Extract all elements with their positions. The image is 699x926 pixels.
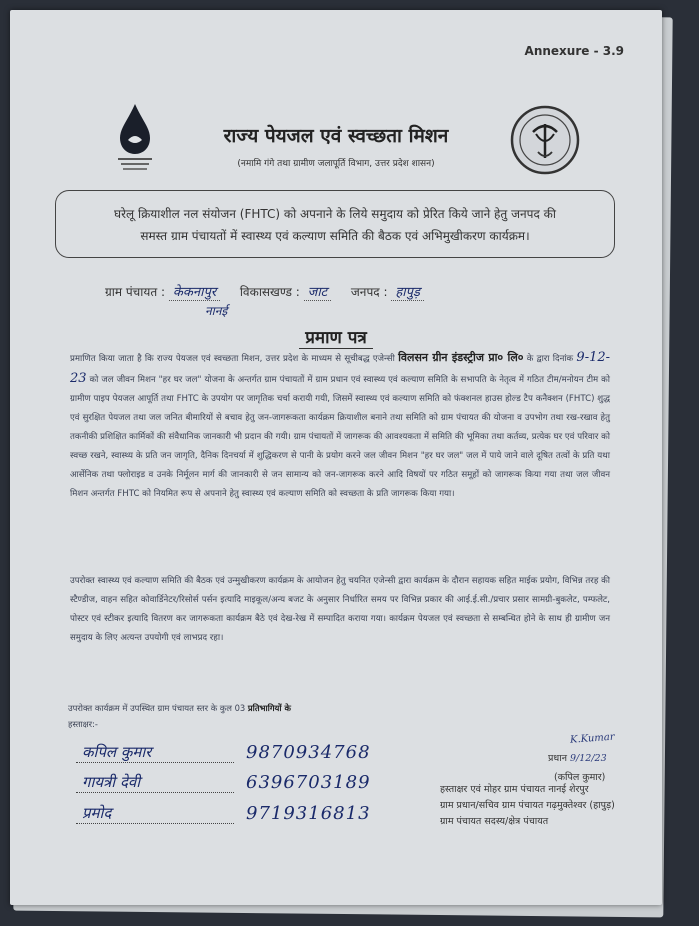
annexure-label: Annexure - 3.9	[524, 44, 624, 58]
mission-title: राज्य पेयजल एवं स्वच्छता मिशन	[223, 125, 449, 147]
janpad-value: हापुड़	[391, 285, 424, 301]
participant-name: प्रमोद	[76, 803, 234, 824]
member-line: ग्राम पंचायत सदस्य/क्षेत्र पंचायत	[440, 816, 549, 827]
para1-body: को जल जीवन मिशन "हर घर जल" योजना के अन्तर्गत ग्राम पंचायतों में ग्राम प्रधान एवं स्वास्थ्य एवं कल्याण समिति के सभापति के नेतृत्व में गठित टीम/मनोयन टीम को ग्रामीण पाइप पेयजल आपूर्ति तथा FHTC के उपयोग पर जागृतिक चर्चा करायी गयी, जिसमें स्वास्थ्य एवं कल्याण समिति को फंक्शनल हाउस होल्ड टैप कनैक्शन (FHTC) शुद्ध एवं सुरक्षित पेयजल तथा जल जनित बीमारियों से बचाव हेतु जन-जागरूकता कार्यक्रम क्रियाशील बनाने तथा समिति को ग्राम पंचायत की योजना व उपभोग तथा रख-रखाव हेतु तकनीकी प्रशिक्षित कार्मिकों की संवैधानिक जानकारी भी प्रदान की गयी। ग्राम पंचायतों में जागरूक की आवश्यकता में समिति की भूमिका तथा कर्तव्य, प्रत्येक घर एवं परिवार को स्वच्छ रखने, स्वास्थ्य के प्रति जन जागृति, दैनिक दिनचर्या में शुद्धिकरण से पानी के प्रयोग करने जल जीवन मिशन "हर घर जल" जल में पाये जाने वाले दूषित तत्वों के प्रति यथा आर्सेनिक तथा फ्लोराइड व उनके निर्मूलन मार्ग की जानकारी से जन सामान्य को जन-जागरूक करने आदि विषयों पर गठित समूहों को जागरूक किया गया तथा जल जीवन मिशन अन्तर्गत FHTC को नियमित रूप से अपनाने हेतु स्वास्थ्य एवं कल्याण समिति को स्वच्छता के प्रति जागरूक किया गया।	[70, 375, 611, 499]
certificate-title	[10, 325, 662, 348]
pradhan-name: (कपिल कुमार)	[554, 772, 606, 783]
gram-panchayat-value-2: नानई	[205, 304, 228, 318]
participant-name: गायत्री देवी	[76, 772, 234, 793]
pradhan-label: प्रधान	[548, 753, 567, 764]
participant-phone: 9719316813	[246, 803, 371, 824]
para1-intro: प्रमाणित किया जाता है कि राज्य पेयजल एवं स्वच्छता मिशन, उत्तर प्रदेश के माध्यम से सूचीबद्ध एजेन्सी	[70, 354, 395, 364]
location-fields	[105, 282, 424, 300]
role-line: ग्राम प्रधान/सचिव ग्राम पंचायत गढ़मुक्तेश्वर (हापुड़)	[440, 800, 615, 811]
participant-row	[68, 742, 398, 768]
participants-heading-suffix: हस्ताक्षर:-	[68, 719, 98, 729]
pradhan-label-block	[548, 752, 607, 766]
agency-name: विलसन ग्रीन इंडस्ट्रीज प्रा० लि०	[398, 351, 524, 364]
banner-line-2: समस्त ग्राम पंचायतों में स्वास्थ्य एवं कल्याण समिति की बैठक एवं अभिमुखीकरण कार्यक्रम।	[140, 229, 530, 243]
participant-row	[68, 772, 398, 798]
mission-subtitle: (नमामि गंगे तथा ग्रामीण जलापूर्ति विभाग, उत्तर प्रदेश शासन)	[237, 159, 435, 169]
janpad-label: जनपद :	[350, 285, 388, 299]
stamp-signature-block	[440, 782, 615, 830]
participant-phone: 9870934768	[246, 742, 371, 763]
participant-phone: 6396703189	[246, 772, 371, 793]
participant-name: कपिल कुमार	[76, 742, 234, 763]
vikaskhand-label: विकासखण्ड :	[239, 285, 300, 299]
participant-row	[68, 803, 398, 829]
certificate-paragraph-1	[70, 348, 610, 504]
participants-heading	[68, 700, 388, 732]
certificate-page	[10, 10, 662, 905]
program-banner	[55, 190, 615, 258]
gram-panchayat-label: ग्राम पंचायत :	[105, 285, 166, 299]
sign-line: हस्ताक्षर एवं मोहर ग्राम पंचायत नानई शेरपुर	[440, 784, 589, 795]
participants-heading-bold: प्रतिभागियों के	[247, 703, 291, 713]
banner-line-1: घरेलू क्रियाशील नल संयोजन (FHTC) को अपनाने के लिये समुदाय को प्रेरित किये जाने हेतु जनपद की	[114, 207, 556, 221]
program-date: 9-12-23	[70, 350, 611, 386]
certificate-title-text: प्रमाण पत्र	[299, 328, 373, 349]
participants-heading-prefix: उपरोक्त कार्यक्रम में उपस्थित ग्राम पंचायत स्तर के कुल 03	[68, 703, 246, 713]
para1-date-label: के द्वारा दिनांक	[526, 354, 574, 364]
pradhan-signature: K.Kumar	[569, 731, 615, 746]
vikaskhand-value: जाट	[304, 285, 332, 301]
gram-panchayat-value: केकनापुर	[169, 285, 220, 301]
certificate-paragraph-2: उपरोक्त स्वास्थ्य एवं कल्याण समिति की बैठक एवं उन्मुखीकरण कार्यक्रम के आयोजन हेतु चयनित एजेन्सी द्वारा कार्यक्रम के दौरान सहायक सहित माईक प्रयोग, विभिन्न तरह की स्टैण्डीज, वाहन सहित कोवार्डिनेटर/रिसोर्स पर्सन इत्यादि माइकूल/अन्य बजट के अनुसार निर्धारित समय पर विभिन्न प्रकार की आई.ई.सी./प्रचार प्रसार सामग्री-बुकलेट, पम्फलेट, पोस्टर एवं स्टीकर इत्यादि वितरण कर जागरूकता कार्यक्रम बैठे एवं देख-रेख में सम्पादित कराया गया। कार्यक्रम पेयजल एवं स्वच्छता से सम्बन्धित होने के साथ ही ग्रामीण जन समुदाय के लिए अत्यन्त उपयोगी एवं लाभप्रद रहा।	[70, 576, 610, 643]
stamp-date: 9/12/23	[570, 753, 607, 764]
